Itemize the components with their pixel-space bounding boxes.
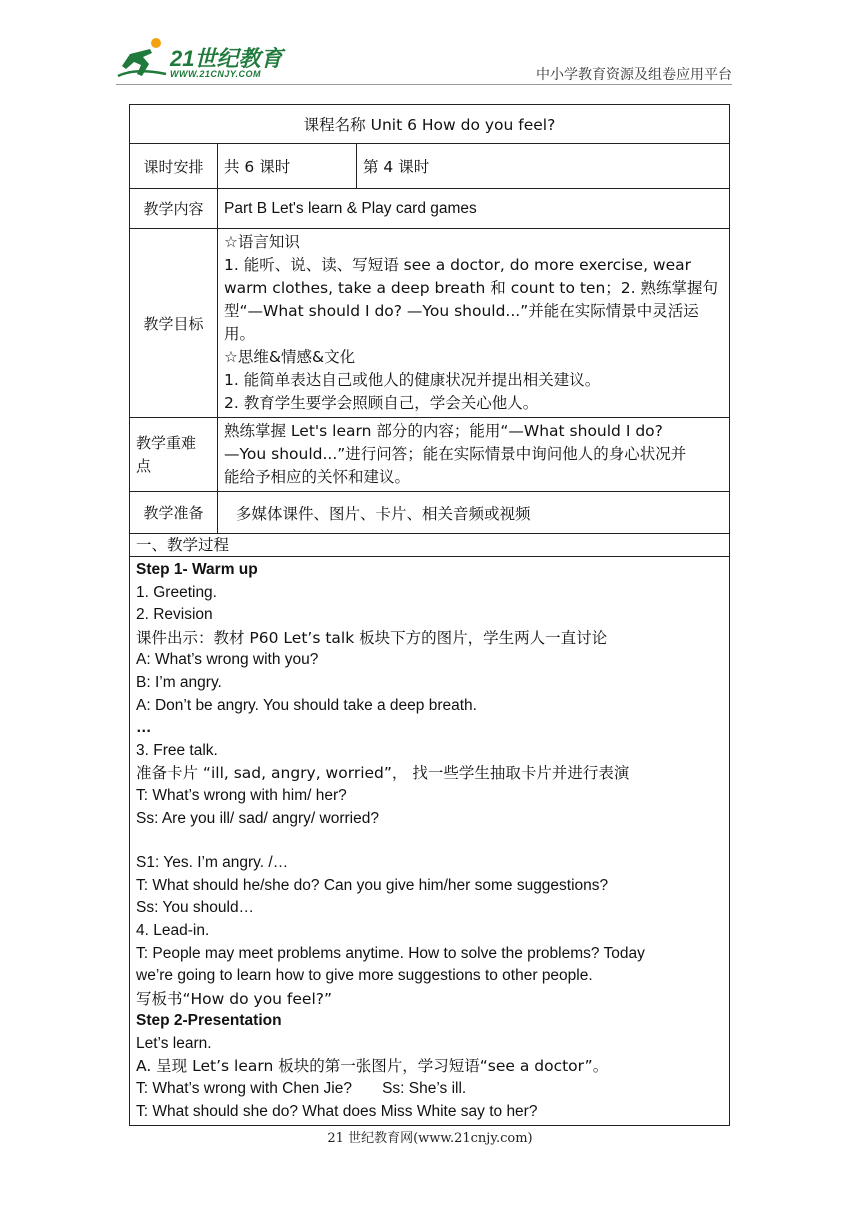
difficulty-row xyxy=(130,418,730,492)
process-line: Let’s learn. xyxy=(136,1034,212,1052)
schedule-total: 共 6 课时 xyxy=(218,144,357,189)
difficulty-label xyxy=(130,418,218,492)
schedule-current: 第 4 课时 xyxy=(357,144,730,189)
runner-logo-icon xyxy=(116,36,172,82)
header-divider xyxy=(116,84,732,85)
process-line: T: What’s wrong with him/ her? xyxy=(136,786,347,804)
difficulty-line: 熟练掌握 Let's learn 部分的内容；能用“—What should I do? xyxy=(224,422,663,440)
content-row xyxy=(130,189,730,229)
page-footer: 21 世纪教育网(www.21cnjy.com) xyxy=(327,1131,533,1146)
prep-value: 多媒体课件、图片、卡片、相关音频或视频 xyxy=(218,492,730,534)
process-content xyxy=(130,557,730,1126)
course-title-row xyxy=(130,105,730,144)
site-logo xyxy=(116,36,286,82)
difficulty-label-line: 点 xyxy=(136,456,152,475)
logo-text: 21世纪教育 xyxy=(170,46,283,71)
goals-line: warm clothes, take a deep breath 和 count to ten；2. 熟练掌握句 xyxy=(224,279,719,297)
process-line: Step 1- Warm up xyxy=(136,561,258,578)
process-line: 4. Lead-in. xyxy=(136,921,210,939)
process-line: B: I’m angry. xyxy=(136,673,222,691)
schedule-row xyxy=(130,144,730,189)
logo-url: WWW.21CNJY.COM xyxy=(170,69,262,79)
goals-row xyxy=(130,229,730,418)
process-line: T: What should he/she do? Can you give him/her some suggestions? xyxy=(136,876,609,894)
process-line: 3. Free talk. xyxy=(136,741,218,759)
goals-line: ☆语言知识 xyxy=(224,233,300,251)
process-line: … xyxy=(136,719,152,737)
content-value: Part B Let's learn & Play card games xyxy=(218,189,730,229)
goals-line: 1. 能简单表达自己或他人的健康状况并提出相关建议。 xyxy=(224,371,601,389)
goals-line: 型“—What should I do? —You should...”并能在实际情景中灵活运 xyxy=(224,302,699,320)
process-line: Ss: You should… xyxy=(136,899,255,917)
difficulty-content xyxy=(218,418,730,492)
process-line: Step 2-Presentation xyxy=(136,1012,282,1030)
lesson-plan-table xyxy=(129,104,730,1126)
process-line: T: What’s wrong with Chen Jie? Ss: She’s ill. xyxy=(136,1080,467,1098)
goals-line: 用。 xyxy=(224,325,256,343)
platform-slogan: 中小学教育资源及组卷应用平台 xyxy=(536,67,732,83)
schedule-label: 课时安排 xyxy=(130,144,218,189)
process-line: 课件出示：教材 P60 Let’s talk 板块下方的图片，学生两人一直讨论 xyxy=(136,628,608,647)
process-line: S1: Yes. I’m angry. /… xyxy=(136,854,289,872)
goals-content xyxy=(218,229,730,418)
process-heading: 一、教学过程 xyxy=(130,534,730,557)
process-line: we’re going to learn how to give more suggestions to other people. xyxy=(136,967,593,985)
prep-label: 教学准备 xyxy=(130,492,218,534)
process-line: 2. Revision xyxy=(136,606,213,624)
process-row xyxy=(130,557,730,1126)
content-label: 教学内容 xyxy=(130,189,218,229)
process-heading-row xyxy=(130,534,730,557)
difficulty-line: 能给予相应的关怀和建议。 xyxy=(224,468,411,486)
course-title: 课程名称 Unit 6 How do you feel? xyxy=(130,105,730,144)
goals-label: 教学目标 xyxy=(130,229,218,418)
process-line: T: People may meet problems anytime. How to solve the problems? Today xyxy=(136,944,645,962)
process-line: A. 呈现 Let’s learn 板块的第一张图片，学习短语“see a doctor”。 xyxy=(136,1057,609,1076)
process-line: T: What should she do? What does Miss White say to her? xyxy=(136,1102,538,1120)
process-line: A: Don’t be angry. You should take a deep breath. xyxy=(136,696,477,714)
goals-line: 2. 教育学生要学会照顾自己，学会关心他人。 xyxy=(224,394,539,412)
goals-line: 1. 能听、说、读、写短语 see a doctor, do more exercise, wear xyxy=(224,256,692,274)
goals-line: ☆思维&情感&文化 xyxy=(224,348,356,366)
process-line: 准备卡片 “ill, sad, angry, worried”， 找一些学生抽取卡片并进行表演 xyxy=(136,764,630,783)
process-line: Ss: Are you ill/ sad/ angry/ worried? xyxy=(136,809,379,827)
process-line: 写板书“How do you feel?” xyxy=(136,989,333,1008)
process-line: 1. Greeting. xyxy=(136,583,217,601)
process-line: A: What’s wrong with you? xyxy=(136,651,319,669)
difficulty-label-line: 教学重难 xyxy=(136,433,197,452)
difficulty-line: —You should...”进行问答；能在实际情景中询问他人的身心状况并 xyxy=(224,445,687,463)
process-blank-line xyxy=(136,830,723,852)
page-header xyxy=(116,36,732,82)
prep-row xyxy=(130,492,730,534)
